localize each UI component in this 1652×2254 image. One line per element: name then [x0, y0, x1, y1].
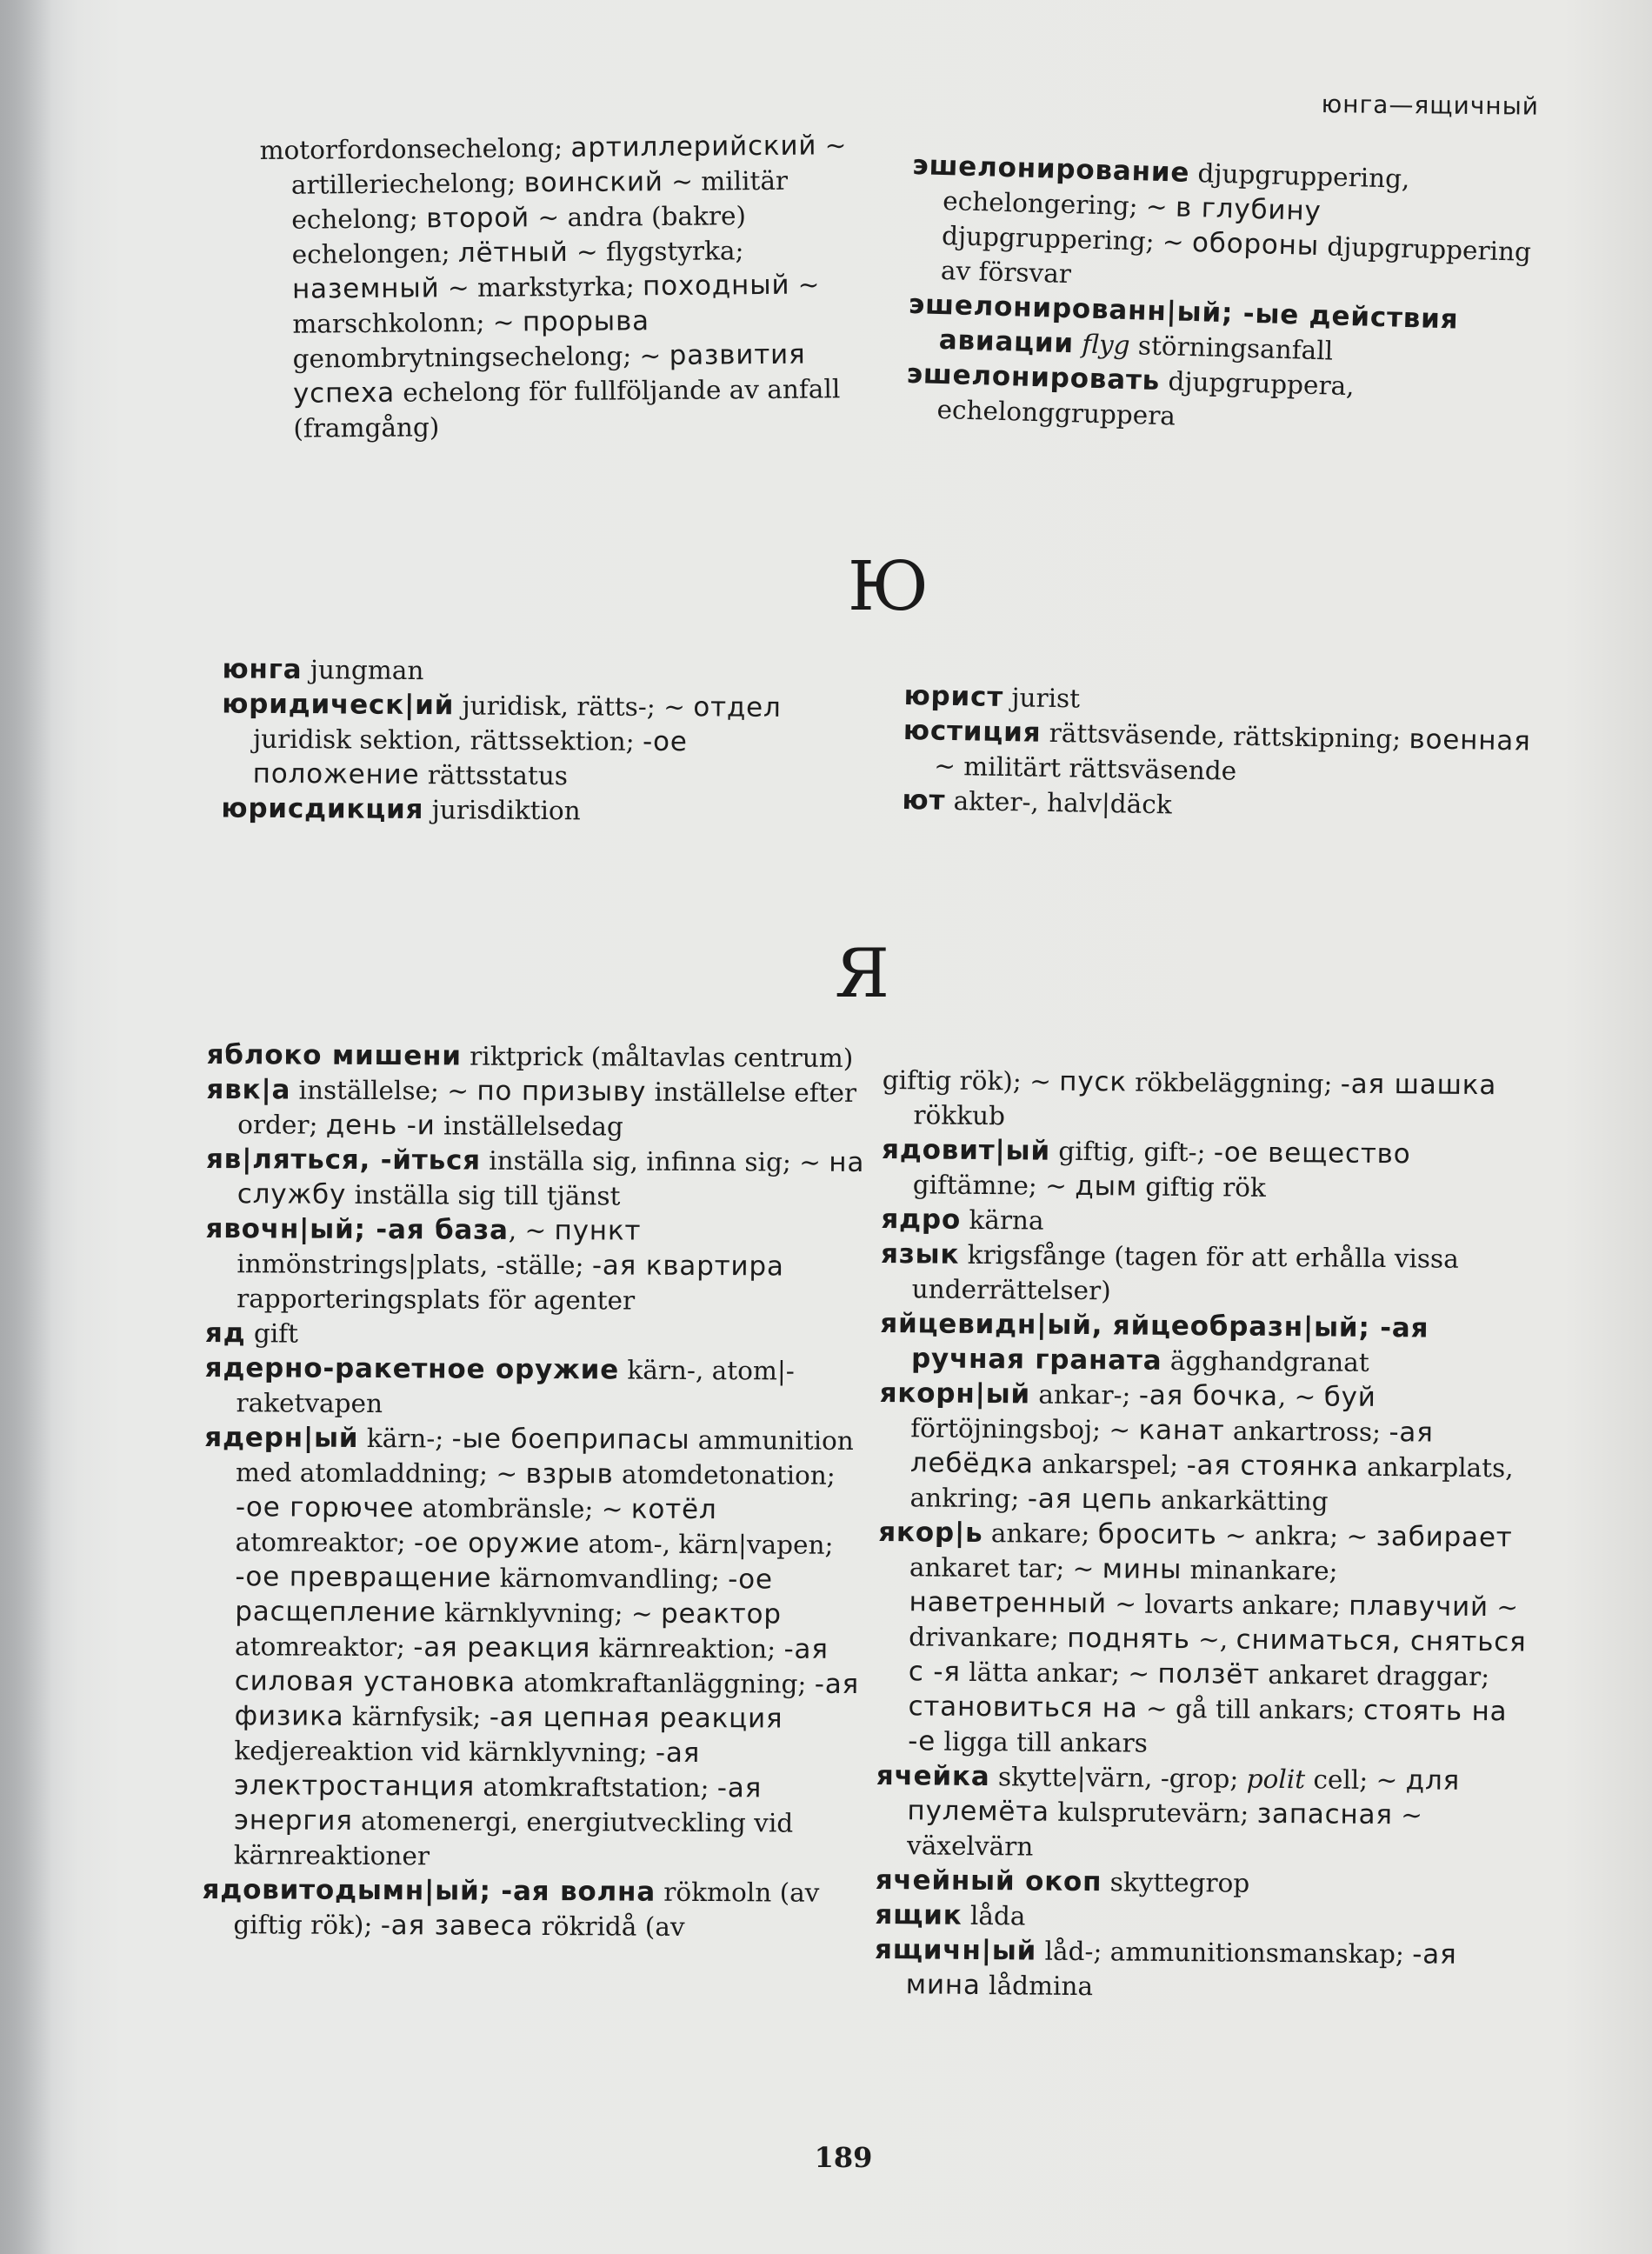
russian-term: -ое горючее	[235, 1491, 415, 1524]
swedish-text: juridisk, rätts-; ~	[454, 690, 694, 723]
swedish-text: ankaret draggar;	[1259, 1659, 1490, 1692]
russian-term: -ая цепь	[1027, 1483, 1153, 1516]
swedish-text: ligga till ankars	[935, 1726, 1149, 1758]
column-top-left	[259, 128, 870, 446]
dictionary-entry	[222, 686, 857, 795]
russian-term: ползёт	[1157, 1657, 1261, 1690]
swedish-text: rökbeläggning;	[1126, 1067, 1341, 1099]
swedish-text: atomenergi, energiutveckling vid kärnreaktioner	[233, 1805, 794, 1871]
swedish-text: ägghandgranat	[1162, 1345, 1369, 1377]
russian-term: плавучий	[1349, 1590, 1489, 1624]
dictionary-entry	[880, 1306, 1542, 1382]
swedish-text: kärn-, atom|-raketvapen	[236, 1355, 795, 1419]
dictionary-entry	[202, 1872, 863, 1945]
dictionary-entry	[203, 1420, 866, 1876]
dictionary-entry	[875, 1932, 1536, 2008]
russian-term: дым	[1075, 1170, 1138, 1203]
swedish-text: giftämne; ~	[912, 1170, 1076, 1201]
swedish-text: ~ lovarts ankare;	[1106, 1589, 1349, 1621]
column-top-right	[905, 148, 1539, 443]
russian-term: пункт	[554, 1215, 642, 1247]
swedish-text: giftig rök	[1136, 1171, 1267, 1203]
swedish-text: ~ flygstyrka;	[568, 236, 744, 267]
russian-term: лётный	[457, 236, 569, 270]
dictionary-entry	[207, 1037, 868, 1076]
dictionary-entry	[222, 651, 856, 690]
russian-term: по призыву	[476, 1075, 647, 1108]
swedish-text: cell; ~	[1304, 1764, 1406, 1796]
swedish-text: jurisdiktion	[423, 795, 581, 826]
russian-term: развития успеха	[292, 338, 806, 410]
russian-term: -ая шашка	[1340, 1068, 1497, 1102]
swedish-text: störningsanfall	[1129, 330, 1334, 366]
swedish-text: riktprick (måltavlas centrum)	[461, 1041, 854, 1073]
swedish-text: djupgruppering; ~	[941, 220, 1193, 258]
swedish-text: minankare;	[1182, 1555, 1338, 1586]
russian-term: -ая физика	[234, 1668, 860, 1732]
russian-term: эшелонирование	[911, 149, 1190, 189]
russian-term: -ая завеса	[380, 1910, 534, 1942]
section-letter-ya: Я	[835, 935, 889, 1013]
russian-term: юстиция	[903, 714, 1042, 749]
russian-term: артиллерийский	[570, 130, 817, 163]
swedish-text: flyg	[1081, 329, 1131, 361]
russian-term: эшелонированн|ый; -ые действия авиации	[908, 288, 1459, 360]
russian-term: -ая лебёдка	[909, 1417, 1434, 1480]
swedish-text: genombrytningsechelong; ~	[292, 340, 669, 374]
dictionary-entry	[875, 1897, 1535, 1938]
russian-term: мины	[1102, 1553, 1182, 1586]
swedish-text: ~ växelvärn	[906, 1800, 1423, 1862]
russian-term: реактор	[660, 1597, 782, 1630]
russian-term: в глубину	[1175, 191, 1322, 228]
swedish-text: , ~	[508, 1215, 555, 1246]
swedish-text: kedjereaktion vid kärnklyvning;	[234, 1736, 656, 1768]
russian-term: ядро	[881, 1203, 962, 1236]
russian-term: отдел	[693, 691, 782, 724]
dictionary-entry	[259, 128, 870, 446]
swedish-text: motorfordonsechelong;	[259, 132, 571, 166]
russian-term: язык	[880, 1237, 960, 1270]
swedish-text: ~ militärt rättsväsende	[933, 750, 1237, 786]
russian-term: явочн|ый; -ая база	[205, 1213, 509, 1246]
swedish-text: skyttegrop	[1102, 1867, 1250, 1898]
swedish-text: akter-, halv|däck	[944, 785, 1173, 820]
russian-term: буй	[1323, 1381, 1376, 1413]
swedish-text: inställa sig till tjänst	[346, 1179, 621, 1211]
swedish-text: kärna	[960, 1204, 1044, 1236]
swedish-text: , ~	[1277, 1381, 1324, 1412]
russian-term: -ая энергия	[233, 1772, 763, 1837]
russian-term: ют	[902, 784, 946, 817]
russian-term: -ая цепная реакция	[489, 1701, 783, 1735]
russian-term: явк|а	[206, 1074, 291, 1106]
swedish-text: rökridå (av	[533, 1911, 685, 1942]
swedish-text: ankarkätting	[1152, 1484, 1329, 1517]
russian-term: -ая квартира	[591, 1250, 784, 1283]
swedish-text: inställa sig, infinna sig; ~	[480, 1145, 829, 1177]
russian-term: -ые боеприпасы	[451, 1423, 690, 1456]
swedish-text: atombränsle; ~	[414, 1493, 631, 1524]
russian-term: котёл	[630, 1493, 717, 1526]
dictionary-entry	[903, 713, 1538, 794]
russian-term: ядовитодымн|ый; -ая волна	[202, 1874, 656, 1908]
russian-term: походный	[642, 269, 790, 303]
swedish-text: inställelse efter order;	[237, 1077, 857, 1140]
swedish-text: echelong för fullföljande av anfall (framgång)	[293, 374, 841, 443]
russian-term: ящичн|ый	[874, 1933, 1037, 1967]
russian-term: -ая реакция	[413, 1631, 591, 1664]
swedish-text: atomreaktor;	[234, 1631, 414, 1663]
swedish-text: rökmoln (av giftig rök);	[233, 1877, 820, 1941]
swedish-text: djupgruppera, echelonggruppera	[936, 366, 1356, 431]
swedish-text: juridisk sektion, rättssektion;	[252, 724, 643, 757]
swedish-text: ~ gå till ankars;	[1137, 1693, 1364, 1725]
russian-term: взрыв	[525, 1457, 614, 1490]
swedish-text: kärn-;	[358, 1423, 452, 1454]
dictionary-entry	[206, 1142, 867, 1215]
swedish-text: jurist	[1003, 682, 1081, 714]
russian-term: яд	[204, 1317, 246, 1350]
swedish-text: ammunition med atomladdning; ~	[236, 1424, 854, 1489]
russian-term: для пулемёта	[907, 1764, 1461, 1828]
dictionary-entry	[205, 1316, 866, 1354]
russian-term: военная	[1409, 724, 1531, 757]
russian-term: ядерн|ый	[204, 1422, 359, 1454]
swedish-text: låda	[962, 1900, 1026, 1931]
swedish-text: ankaret tar; ~	[909, 1552, 1102, 1584]
swedish-text: rökkub	[913, 1100, 1006, 1131]
russian-term: -ая электростанция	[234, 1737, 701, 1803]
swedish-text: giftig, gift-;	[1049, 1136, 1215, 1168]
dictionary-entry	[878, 1376, 1540, 1521]
swedish-text: rättsväsende, rättskipning;	[1041, 717, 1409, 755]
dictionary-entry	[221, 790, 856, 830]
russian-term: забирает	[1376, 1520, 1513, 1554]
russian-term: воинский	[523, 166, 663, 199]
swedish-text: giftig rök); ~	[882, 1064, 1060, 1097]
russian-term: яв|ляться, -йться	[205, 1144, 482, 1177]
dictionary-entry	[876, 1863, 1536, 1904]
column-yu-right	[902, 678, 1539, 829]
russian-term: яйцевидн|ый, яйцеобразн|ый; -ая ручная граната	[880, 1307, 1429, 1377]
russian-term: наземный	[291, 272, 440, 305]
page-number: 189	[814, 2141, 873, 2174]
swedish-text: ~ militär echelong;	[291, 165, 789, 235]
swedish-text: kärnomvandling;	[491, 1563, 729, 1595]
russian-term: пуск	[1059, 1065, 1128, 1098]
russian-term: становиться на	[908, 1690, 1138, 1724]
russian-term: день -и	[325, 1109, 436, 1142]
column-ya-right	[875, 1063, 1543, 2008]
swedish-text: atomkraftanläggning;	[515, 1667, 815, 1699]
swedish-text: ankartross;	[1224, 1416, 1389, 1448]
swedish-text: kärnreaktion;	[590, 1633, 784, 1664]
dictionary-entry	[206, 1072, 867, 1145]
russian-term: запасная	[1256, 1797, 1393, 1831]
dictionary-entry	[876, 1758, 1537, 1869]
russian-term: -ая силовая установка	[234, 1633, 829, 1698]
swedish-text: ~ artilleriechelong;	[290, 130, 847, 200]
swedish-text: atomdetonation;	[613, 1459, 836, 1490]
swedish-text: lådmina	[980, 1971, 1094, 2002]
swedish-text: djupgruppering, echelongering; ~	[942, 157, 1410, 223]
russian-term: ячейка	[876, 1759, 990, 1793]
swedish-text: förtöjningsboj; ~	[910, 1413, 1139, 1445]
running-head: юнга—ящичный	[1321, 90, 1540, 121]
dictionary-entry	[204, 1350, 865, 1424]
swedish-text: ankarplats, ankring;	[909, 1451, 1514, 1514]
russian-term: -ое оружие	[413, 1527, 581, 1560]
column-yu-left	[221, 651, 856, 830]
russian-term: юридическ|ий	[222, 688, 455, 722]
dictionary-entry	[205, 1211, 867, 1319]
swedish-text: ~ andra (bakre) echelongen;	[291, 201, 747, 270]
russian-term: на службу	[236, 1146, 865, 1210]
swedish-text: atomkraftstation;	[474, 1771, 717, 1804]
dictionary-entry	[876, 1515, 1539, 1764]
russian-term: бросить	[1097, 1518, 1217, 1551]
dictionary-entry	[882, 1132, 1543, 1208]
swedish-text: inställelsedag	[435, 1110, 623, 1142]
russian-term: обороны	[1191, 227, 1320, 263]
russian-term: стоять на -е	[908, 1694, 1508, 1757]
russian-term: прорыва	[522, 305, 650, 338]
swedish-text: ankar-;	[1029, 1379, 1139, 1410]
swedish-text: krigsfånge (tagen för att erhålla vissa underrättelser)	[911, 1239, 1459, 1306]
swedish-text: inmönstrings|plats, -ställe;	[236, 1249, 592, 1281]
russian-term: -ое положение	[252, 725, 688, 791]
russian-term: второй	[425, 202, 530, 235]
russian-term: -ая бочка	[1138, 1379, 1278, 1412]
russian-term: ядовит|ый	[881, 1133, 1051, 1167]
russian-term: сниматься, сняться с -я	[908, 1624, 1527, 1688]
russian-term: ядерно-ракетное оружие	[204, 1352, 620, 1386]
swedish-text: atom-, kärn|vapen;	[580, 1529, 834, 1560]
swedish-text: låd-; ammunitionsmanskap;	[1036, 1936, 1413, 1970]
russian-term: поднять	[1067, 1622, 1190, 1656]
dictionary-entry	[909, 148, 1539, 304]
russian-term: -ое расщепление	[235, 1564, 773, 1629]
russian-term: юрисдикция	[221, 792, 424, 826]
dictionary-entry	[882, 1063, 1543, 1138]
dictionary-entry	[881, 1202, 1542, 1243]
russian-term: -ое превращение	[235, 1561, 492, 1594]
swedish-text: kulsprutevärn;	[1049, 1797, 1257, 1829]
russian-term: юрист	[903, 679, 1004, 713]
swedish-text: ~,	[1189, 1624, 1236, 1655]
swedish-text: skytte|värn, -grop;	[989, 1762, 1247, 1794]
swedish-text: atomreaktor;	[235, 1527, 415, 1558]
swedish-text: rättsstatus	[419, 760, 569, 791]
swedish-text: djupgruppering av försvar	[940, 231, 1532, 290]
swedish-text: inställelse; ~	[290, 1075, 477, 1106]
russian-term: ячейный окоп	[875, 1864, 1102, 1898]
swedish-text: lätta ankar; ~	[960, 1657, 1158, 1689]
swedish-text: rapporteringsplats för agenter	[236, 1284, 636, 1316]
swedish-text: ~ drivankare;	[909, 1592, 1519, 1653]
russian-term: канат	[1138, 1414, 1225, 1447]
book-gutter-shadow	[0, 0, 52, 2254]
swedish-text: ankarspel;	[1033, 1449, 1187, 1481]
swedish-text: jungman	[302, 655, 424, 686]
russian-term: якор|ь	[878, 1516, 983, 1550]
swedish-text: kärnklyvning; ~	[436, 1597, 662, 1629]
swedish-text: polit	[1246, 1764, 1306, 1795]
russian-term: эшелонировать	[906, 357, 1161, 397]
swedish-text: gift	[245, 1318, 299, 1349]
dictionary-entry	[881, 1237, 1542, 1312]
column-ya-left	[202, 1037, 867, 1945]
russian-term: юнга	[222, 653, 303, 686]
russian-term: якорн|ый	[879, 1377, 1031, 1410]
swedish-text: ankare;	[983, 1518, 1098, 1550]
swedish-text: ~ ankra; ~	[1216, 1520, 1376, 1551]
section-letter-yu: Ю	[848, 548, 929, 626]
russian-term: наветренный	[909, 1586, 1108, 1620]
russian-term: яблоко мишени	[206, 1039, 462, 1072]
swedish-text: kärnfysik;	[343, 1701, 490, 1732]
russian-term: -ая стоянка	[1186, 1450, 1359, 1483]
swedish-text: ~ marschkolonn; ~	[292, 270, 820, 339]
russian-term: ящик	[875, 1898, 963, 1931]
russian-term: -ое вещество	[1213, 1137, 1411, 1170]
swedish-text: ~ markstyrka;	[439, 271, 643, 303]
russian-term: -ая мина	[905, 1938, 1457, 2002]
